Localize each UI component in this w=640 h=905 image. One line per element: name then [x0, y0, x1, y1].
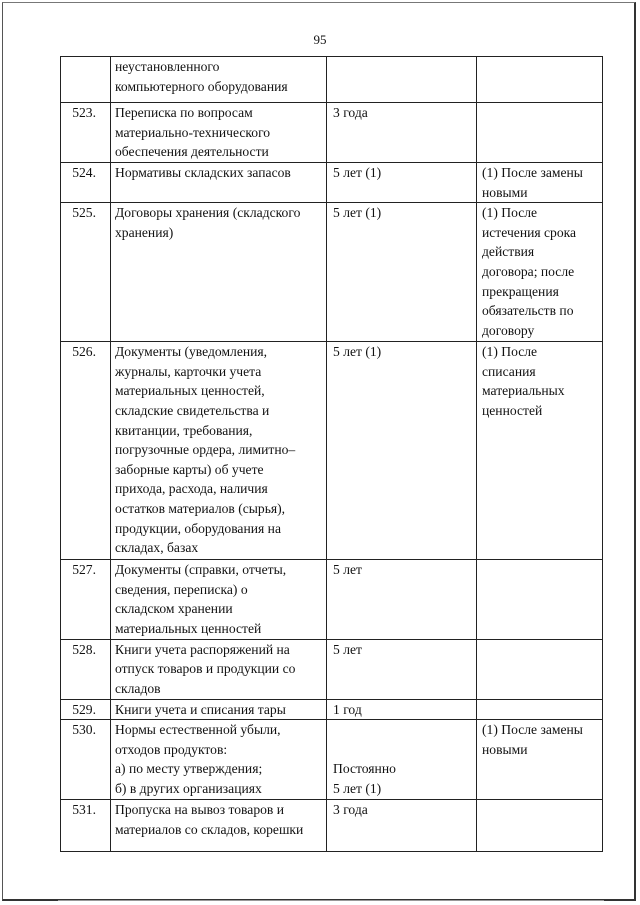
document-type-cell-line: складские свидетельства и — [115, 402, 270, 418]
retention-term-cell-line: 5 лет (1) — [333, 780, 382, 796]
retention-term-cell — [327, 57, 477, 103]
article-number-cell: 529. — [61, 699, 111, 720]
document-type-cell-line: Пропуска на вывоз товаров и — [115, 802, 285, 818]
article-number-cell: 528. — [61, 639, 111, 699]
document-type-cell-line: складов — [115, 680, 161, 696]
document-type-cell-line: остатков материалов (сырья), — [115, 500, 286, 516]
note-cell-line: договору — [482, 322, 535, 338]
note-cell — [477, 203, 603, 342]
document-type-cell-line: складах, базах — [115, 540, 199, 556]
document-type-cell-line: Книги учета распоряжений на — [115, 641, 290, 657]
note-cell-line: прекращения — [482, 283, 559, 299]
document-type-cell-line: компьютерного оборудования — [115, 78, 288, 94]
note-cell-line: действия — [482, 244, 535, 260]
note-cell — [477, 560, 603, 639]
document-type-cell-line: Договоры хранения (складского — [115, 205, 301, 221]
retention-term-cell-line: 5 лет — [333, 562, 362, 578]
note-cell-line: (1) После замены — [482, 165, 583, 180]
document-type-cell-line: материалов со складов, корешки — [115, 821, 304, 837]
note-cell-line: материальных — [482, 383, 565, 399]
page-number: 95 — [313, 32, 327, 47]
page-bottom-edge — [58, 900, 604, 901]
document-type-cell-line: материально-технического — [115, 124, 271, 140]
registry-table-body — [61, 57, 603, 852]
document-type-cell-line: Нормы естественной убыли, — [115, 722, 281, 738]
document-type-cell-line: а) по месту утверждения; — [115, 761, 263, 777]
document-type-cell — [111, 699, 327, 720]
document-type-cell-line: отпуск товаров и продукции со — [115, 661, 296, 677]
article-number-cell: 526. — [61, 342, 111, 560]
table-row — [61, 57, 603, 103]
note-cell — [477, 163, 603, 203]
retention-term-cell — [327, 163, 477, 203]
note-cell — [477, 800, 603, 852]
retention-term-cell-line: 5 лет — [333, 641, 362, 657]
retention-term-cell-line: Постоянно — [333, 761, 396, 777]
document-type-cell-line: Нормативы складских запасов — [115, 165, 291, 180]
note-cell — [477, 699, 603, 720]
note-cell — [477, 103, 603, 163]
note-cell — [477, 342, 603, 560]
retention-term-cell-line — [333, 740, 473, 760]
note-cell-line: обязательств по — [482, 303, 574, 319]
note-cell-line: ценностей — [482, 402, 543, 418]
retention-term-cell — [327, 103, 477, 163]
document-type-cell-line: материальных ценностей, — [115, 383, 265, 399]
note-cell-line: договора; после — [482, 263, 575, 279]
note-cell-line: (1) После — [482, 205, 538, 221]
document-type-cell-line: неустановленного — [115, 59, 220, 74]
document-type-cell — [111, 720, 327, 800]
table-row — [61, 203, 603, 342]
retention-term-cell-line: 3 года — [333, 802, 368, 818]
document-type-cell-line: погрузочные ордера, лимитно– — [115, 442, 296, 458]
document-type-cell-line: сведения, переписка) о — [115, 581, 248, 597]
document-type-cell — [111, 103, 327, 163]
retention-term-cell — [327, 699, 477, 720]
document-type-cell-line: продукции, оборудования на — [115, 520, 281, 536]
document-type-cell-line: обеспечения деятельности — [115, 144, 269, 160]
document-type-cell-line: Документы (справки, отчеты, — [115, 562, 287, 578]
retention-term-cell-line — [333, 720, 473, 740]
note-cell — [477, 639, 603, 699]
note-cell — [477, 720, 603, 800]
table-row — [61, 342, 603, 560]
article-number-cell: 527. — [61, 560, 111, 639]
document-type-cell — [111, 163, 327, 203]
document-type-cell-line: отходов продуктов: — [115, 741, 228, 757]
document-type-cell-line: журналы, карточки учета — [115, 363, 262, 379]
document-type-cell-line: материальных ценностей — [115, 620, 262, 636]
document-type-cell-line: Переписка по вопросам — [115, 105, 253, 120]
document-type-cell — [111, 639, 327, 699]
table-row — [61, 163, 603, 203]
document-type-cell-line: хранения) — [115, 224, 174, 240]
document-type-cell-line: заборные карты) об учете — [115, 461, 264, 477]
document-type-cell — [111, 203, 327, 342]
document-type-cell — [111, 342, 327, 560]
article-number-cell: 531. — [61, 800, 111, 852]
table-row — [61, 103, 603, 163]
document-type-cell — [111, 57, 327, 103]
note-cell — [477, 57, 603, 103]
retention-term-cell — [327, 800, 477, 852]
article-number-cell — [61, 57, 111, 103]
retention-term-cell — [327, 342, 477, 560]
article-number-cell: 525. — [61, 203, 111, 342]
document-type-cell-line: б) в других организациях — [115, 780, 262, 796]
article-number-cell: 530. — [61, 720, 111, 800]
note-cell-line: списания — [482, 363, 536, 379]
document-type-cell — [111, 560, 327, 639]
table-row — [61, 639, 603, 699]
retention-term-cell-line: 5 лет (1) — [333, 344, 382, 360]
document-type-cell-line: Книги учета и списания тары — [115, 701, 286, 717]
note-cell-line: (1) После — [482, 344, 538, 360]
document-type-cell-line: квитанции, требования, — [115, 422, 253, 438]
table-row — [61, 560, 603, 639]
retention-term-cell-line: 3 года — [333, 105, 368, 120]
table-row — [61, 800, 603, 852]
retention-term-cell-line: 5 лет (1) — [333, 205, 382, 221]
registry-table — [60, 56, 603, 852]
document-type-cell-line: прихода, расхода, наличия — [115, 481, 268, 497]
note-cell-line: новыми — [482, 184, 528, 200]
table-row — [61, 720, 603, 800]
retention-term-cell — [327, 720, 477, 800]
article-number-cell: 524. — [61, 163, 111, 203]
document-type-cell-line: складском хранении — [115, 601, 233, 617]
note-cell-line: новыми — [482, 741, 528, 757]
document-type-cell — [111, 800, 327, 852]
retention-term-cell — [327, 203, 477, 342]
note-cell-line: (1) После замены — [482, 722, 583, 738]
document-type-cell-line: Документы (уведомления, — [115, 344, 268, 360]
retention-term-cell — [327, 639, 477, 699]
table-row — [61, 699, 603, 720]
retention-term-cell-line: 1 год — [333, 701, 362, 717]
retention-term-cell — [327, 560, 477, 639]
article-number-cell: 523. — [61, 103, 111, 163]
retention-term-cell-line: 5 лет (1) — [333, 165, 382, 180]
note-cell-line: истечения срока — [482, 224, 577, 240]
